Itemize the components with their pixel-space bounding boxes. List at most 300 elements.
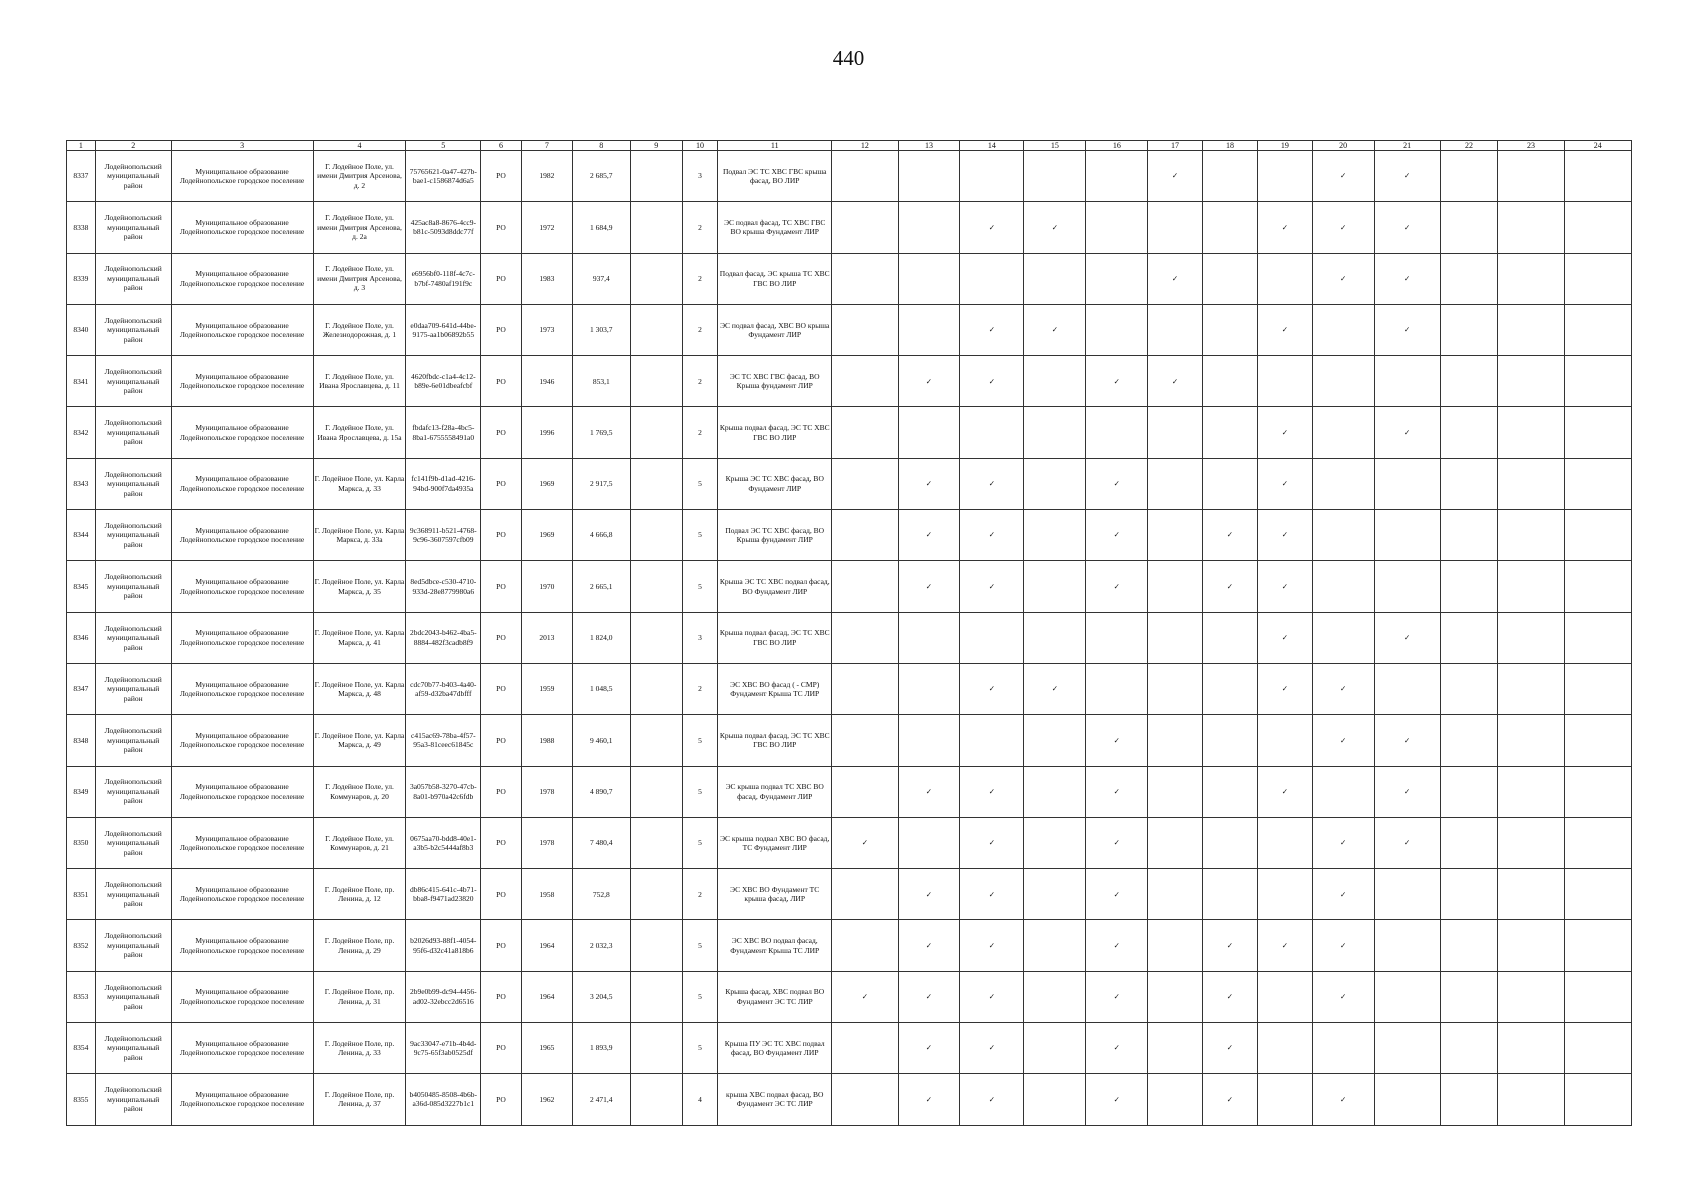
empty-cell [1564, 561, 1631, 612]
type-cell: РО [481, 510, 522, 561]
municipality-cell: Муниципальное образование Лодейнопольское городское поселение [171, 715, 313, 766]
page-number: 440 [832, 46, 865, 70]
address-cell: Г. Лодейное Поле, пр. Ленина, д. 29 [313, 920, 406, 971]
empty-cell [1258, 817, 1312, 868]
column-number-row [67, 141, 1632, 151]
area-cell: 2 665,1 [572, 561, 630, 612]
year-cell: 1959 [521, 663, 572, 714]
empty-cell [832, 202, 898, 253]
area-cell: 4 890,7 [572, 766, 630, 817]
check-mark-icon: ✓ [1086, 510, 1148, 561]
check-mark-icon: ✓ [1202, 1074, 1258, 1125]
year-cell: 1964 [521, 971, 572, 1022]
column-10-cell: 5 [682, 561, 717, 612]
empty-cell [1498, 356, 1564, 407]
column-10-cell: 3 [682, 612, 717, 663]
column-9-cell [630, 561, 682, 612]
check-mark-icon: ✓ [898, 766, 960, 817]
empty-cell [832, 510, 898, 561]
empty-cell [1148, 1074, 1202, 1125]
empty-cell [1024, 407, 1086, 458]
district-cell: Лодейнопольский муниципальный район [95, 253, 171, 304]
municipality-cell: Муниципальное образование Лодейнопольское городское поселение [171, 612, 313, 663]
check-mark-icon: ✓ [1312, 202, 1374, 253]
empty-cell [1312, 766, 1374, 817]
municipality-cell: Муниципальное образование Лодейнопольское городское поселение [171, 1074, 313, 1125]
district-cell: Лодейнопольский муниципальный район [95, 663, 171, 714]
empty-cell [1564, 253, 1631, 304]
district-cell: Лодейнопольский муниципальный район [95, 1023, 171, 1074]
empty-cell [1498, 766, 1564, 817]
area-cell: 1 769,5 [572, 407, 630, 458]
table-row [67, 151, 1632, 202]
check-mark-icon: ✓ [898, 561, 960, 612]
row-number: 8346 [67, 612, 96, 663]
column-number-2: 2 [95, 141, 171, 151]
check-mark-icon: ✓ [1202, 920, 1258, 971]
column-number-19: 19 [1258, 141, 1312, 151]
empty-cell [1564, 510, 1631, 561]
municipality-cell: Муниципальное образование Лодейнопольское городское поселение [171, 356, 313, 407]
empty-cell [1148, 869, 1202, 920]
table-row [67, 561, 1632, 612]
check-mark-icon: ✓ [898, 1074, 960, 1125]
municipality-cell: Муниципальное образование Лодейнопольское городское поселение [171, 458, 313, 509]
municipality-cell: Муниципальное образование Лодейнопольское городское поселение [171, 920, 313, 971]
check-mark-icon: ✓ [1202, 1023, 1258, 1074]
empty-cell [1564, 715, 1631, 766]
empty-cell [1564, 766, 1631, 817]
empty-cell [1440, 817, 1498, 868]
empty-cell [1148, 407, 1202, 458]
empty-cell [898, 407, 960, 458]
empty-cell [1148, 817, 1202, 868]
empty-cell [1148, 510, 1202, 561]
empty-cell [1440, 510, 1498, 561]
type-cell: РО [481, 407, 522, 458]
check-mark-icon: ✓ [1202, 561, 1258, 612]
building-id-cell: db86c415-641c-4b71-bba8-f9471ad23820 [406, 869, 481, 920]
empty-cell [1258, 971, 1312, 1022]
empty-cell [960, 407, 1024, 458]
building-id-cell: fbdafc13-f28a-4bc5-8ba1-6755558491a0 [406, 407, 481, 458]
column-number-10: 10 [682, 141, 717, 151]
column-10-cell: 5 [682, 920, 717, 971]
empty-cell [1312, 356, 1374, 407]
column-number-24: 24 [1564, 141, 1631, 151]
empty-cell [1024, 715, 1086, 766]
works-cell: Подвал фасад, ЭС крыша ТС ХВС ГВС ВО ЛИР [718, 253, 832, 304]
table-row [67, 253, 1632, 304]
check-mark-icon: ✓ [1024, 663, 1086, 714]
empty-cell [1148, 715, 1202, 766]
table-row [67, 715, 1632, 766]
empty-cell [1374, 663, 1440, 714]
table-row [67, 663, 1632, 714]
address-cell: Г. Лодейное Поле, ул. Карла Маркса, д. 49 [313, 715, 406, 766]
address-cell: Г. Лодейное Поле, ул. Ивана Ярославцева, д. 11 [313, 356, 406, 407]
type-cell: РО [481, 253, 522, 304]
type-cell: РО [481, 1074, 522, 1125]
empty-cell [1024, 561, 1086, 612]
empty-cell [1202, 458, 1258, 509]
check-mark-icon: ✓ [1086, 1023, 1148, 1074]
check-mark-icon: ✓ [1374, 304, 1440, 355]
empty-cell [1148, 202, 1202, 253]
area-cell: 853,1 [572, 356, 630, 407]
empty-cell [1024, 356, 1086, 407]
district-cell: Лодейнопольский муниципальный район [95, 715, 171, 766]
column-10-cell: 5 [682, 510, 717, 561]
empty-cell [832, 766, 898, 817]
empty-cell [1440, 766, 1498, 817]
check-mark-icon: ✓ [1312, 920, 1374, 971]
empty-cell [832, 663, 898, 714]
empty-cell [1374, 1074, 1440, 1125]
works-cell: ЭС подвал фасад, ХВС ВО крыша Фундамент ЛИР [718, 304, 832, 355]
table-row [67, 971, 1632, 1022]
check-mark-icon: ✓ [1258, 561, 1312, 612]
area-cell: 1 684,9 [572, 202, 630, 253]
building-id-cell: 9c368911-b521-4768-9c96-3607597cfb09 [406, 510, 481, 561]
column-9-cell [630, 202, 682, 253]
empty-cell [1564, 151, 1631, 202]
address-cell: Г. Лодейное Поле, ул. Карла Маркса, д. 33 [313, 458, 406, 509]
empty-cell [1564, 458, 1631, 509]
area-cell: 3 204,5 [572, 971, 630, 1022]
row-number: 8351 [67, 869, 96, 920]
year-cell: 1965 [521, 1023, 572, 1074]
check-mark-icon: ✓ [1086, 920, 1148, 971]
empty-cell [1024, 920, 1086, 971]
check-mark-icon: ✓ [898, 458, 960, 509]
check-mark-icon: ✓ [1024, 202, 1086, 253]
empty-cell [1148, 663, 1202, 714]
empty-cell [1202, 869, 1258, 920]
empty-cell [1086, 612, 1148, 663]
column-10-cell: 3 [682, 151, 717, 202]
building-id-cell: 2bdc2043-b462-4ba5-8884-482f3cadb8f9 [406, 612, 481, 663]
building-id-cell: c415ac69-78ba-4f57-95a3-81ceec61845c [406, 715, 481, 766]
area-cell: 1 824,0 [572, 612, 630, 663]
column-9-cell [630, 356, 682, 407]
empty-cell [1498, 151, 1564, 202]
empty-cell [1440, 715, 1498, 766]
building-id-cell: e0daa709-641d-44be-9175-aa1b06892b55 [406, 304, 481, 355]
works-cell: Крыша ПУ ЭС ТС ХВС подвал фасад, ВО Фундамент ЛИР [718, 1023, 832, 1074]
empty-cell [960, 612, 1024, 663]
municipality-cell: Муниципальное образование Лодейнопольское городское поселение [171, 407, 313, 458]
area-cell: 752,8 [572, 869, 630, 920]
check-mark-icon: ✓ [1258, 920, 1312, 971]
check-mark-icon: ✓ [960, 869, 1024, 920]
check-mark-icon: ✓ [1312, 817, 1374, 868]
type-cell: РО [481, 304, 522, 355]
empty-cell [832, 1074, 898, 1125]
empty-cell [1312, 407, 1374, 458]
column-number-18: 18 [1202, 141, 1258, 151]
empty-cell [1258, 869, 1312, 920]
district-cell: Лодейнопольский муниципальный район [95, 510, 171, 561]
check-mark-icon: ✓ [1312, 971, 1374, 1022]
type-cell: РО [481, 1023, 522, 1074]
row-number: 8338 [67, 202, 96, 253]
empty-cell [1086, 253, 1148, 304]
row-number: 8354 [67, 1023, 96, 1074]
year-cell: 1946 [521, 356, 572, 407]
empty-cell [1564, 663, 1631, 714]
check-mark-icon: ✓ [960, 817, 1024, 868]
table-row [67, 407, 1632, 458]
check-mark-icon: ✓ [1374, 612, 1440, 663]
check-mark-icon: ✓ [1258, 766, 1312, 817]
column-number-4: 4 [313, 141, 406, 151]
row-number: 8343 [67, 458, 96, 509]
works-cell: Крыша подвал фасад, ЭС ТС ХВС ГВС ВО ЛИР [718, 407, 832, 458]
empty-cell [1312, 458, 1374, 509]
building-id-cell: b2026d93-88f1-4054-95f6-d32c41a818b6 [406, 920, 481, 971]
area-cell: 1 303,7 [572, 304, 630, 355]
empty-cell [832, 561, 898, 612]
area-cell: 2 917,5 [572, 458, 630, 509]
column-9-cell [630, 715, 682, 766]
works-cell: Подвал ЭС ТС ХВС ГВС крыша фасад, ВО ЛИР [718, 151, 832, 202]
check-mark-icon: ✓ [1374, 151, 1440, 202]
table-row [67, 766, 1632, 817]
empty-cell [898, 304, 960, 355]
works-cell: крыша ХВС подвал фасад, ВО Фундамент ЭС ТС ЛИР [718, 1074, 832, 1125]
column-10-cell: 5 [682, 1023, 717, 1074]
district-cell: Лодейнопольский муниципальный район [95, 612, 171, 663]
works-cell: Подвал ЭС ТС ХВС фасад, ВО Крыша фундамент ЛИР [718, 510, 832, 561]
column-10-cell: 2 [682, 869, 717, 920]
row-number: 8345 [67, 561, 96, 612]
building-id-cell: 8ed5dbce-c530-4710-933d-28e8779980a6 [406, 561, 481, 612]
column-10-cell: 4 [682, 1074, 717, 1125]
empty-cell [1440, 1023, 1498, 1074]
check-mark-icon: ✓ [1086, 817, 1148, 868]
area-cell: 4 666,8 [572, 510, 630, 561]
column-number-20: 20 [1312, 141, 1374, 151]
empty-cell [1148, 920, 1202, 971]
check-mark-icon: ✓ [1312, 151, 1374, 202]
empty-cell [1086, 202, 1148, 253]
empty-cell [1440, 407, 1498, 458]
column-number-9: 9 [630, 141, 682, 151]
type-cell: РО [481, 356, 522, 407]
row-number: 8340 [67, 304, 96, 355]
empty-cell [1374, 1023, 1440, 1074]
municipality-cell: Муниципальное образование Лодейнопольское городское поселение [171, 766, 313, 817]
check-mark-icon: ✓ [898, 1023, 960, 1074]
check-mark-icon: ✓ [898, 971, 960, 1022]
empty-cell [1564, 407, 1631, 458]
district-cell: Лодейнопольский муниципальный район [95, 1074, 171, 1125]
empty-cell [1312, 1023, 1374, 1074]
empty-cell [1498, 1023, 1564, 1074]
column-number-5: 5 [406, 141, 481, 151]
column-number-22: 22 [1440, 141, 1498, 151]
empty-cell [898, 202, 960, 253]
empty-cell [1564, 612, 1631, 663]
empty-cell [1024, 458, 1086, 509]
empty-cell [1564, 304, 1631, 355]
empty-cell [1498, 253, 1564, 304]
empty-cell [832, 612, 898, 663]
area-cell: 1 048,5 [572, 663, 630, 714]
column-9-cell [630, 253, 682, 304]
type-cell: РО [481, 715, 522, 766]
empty-cell [960, 253, 1024, 304]
check-mark-icon: ✓ [1374, 202, 1440, 253]
district-cell: Лодейнопольский муниципальный район [95, 766, 171, 817]
type-cell: РО [481, 561, 522, 612]
empty-cell [1024, 612, 1086, 663]
area-cell: 7 480,4 [572, 817, 630, 868]
building-id-cell: 425ac8a8-8676-4cc9-b81c-5093d8ddc77f [406, 202, 481, 253]
check-mark-icon: ✓ [960, 766, 1024, 817]
empty-cell [1202, 407, 1258, 458]
check-mark-icon: ✓ [1374, 407, 1440, 458]
check-mark-icon: ✓ [898, 510, 960, 561]
area-cell: 937,4 [572, 253, 630, 304]
empty-cell [1564, 1074, 1631, 1125]
empty-cell [1024, 1074, 1086, 1125]
table-row [67, 920, 1632, 971]
table-row [67, 869, 1632, 920]
check-mark-icon: ✓ [832, 817, 898, 868]
column-10-cell: 5 [682, 817, 717, 868]
year-cell: 1964 [521, 920, 572, 971]
registry-table [66, 140, 1632, 1126]
check-mark-icon: ✓ [1202, 971, 1258, 1022]
check-mark-icon: ✓ [1258, 407, 1312, 458]
column-9-cell [630, 1074, 682, 1125]
empty-cell [832, 151, 898, 202]
address-cell: Г. Лодейное Поле, пр. Ленина, д. 33 [313, 1023, 406, 1074]
check-mark-icon: ✓ [1374, 766, 1440, 817]
empty-cell [1202, 817, 1258, 868]
table-row [67, 1074, 1632, 1125]
table-row [67, 458, 1632, 509]
year-cell: 1978 [521, 766, 572, 817]
works-cell: ЭС ХВС ВО подвал фасад, Фундамент Крыша ТС ЛИР [718, 920, 832, 971]
check-mark-icon: ✓ [1086, 766, 1148, 817]
building-id-cell: b4050485-8508-4b6b-a36d-085d3227b1c1 [406, 1074, 481, 1125]
district-cell: Лодейнопольский муниципальный район [95, 971, 171, 1022]
empty-cell [1440, 561, 1498, 612]
column-10-cell: 2 [682, 356, 717, 407]
empty-cell [1024, 151, 1086, 202]
column-number-16: 16 [1086, 141, 1148, 151]
empty-cell [1440, 253, 1498, 304]
column-number-17: 17 [1148, 141, 1202, 151]
empty-cell [1258, 1023, 1312, 1074]
empty-cell [1086, 407, 1148, 458]
check-mark-icon: ✓ [960, 458, 1024, 509]
check-mark-icon: ✓ [898, 869, 960, 920]
year-cell: 1972 [521, 202, 572, 253]
empty-cell [1024, 869, 1086, 920]
empty-cell [1440, 971, 1498, 1022]
address-cell: Г. Лодейное Поле, ул. Карла Маркса, д. 35 [313, 561, 406, 612]
column-number-8: 8 [572, 141, 630, 151]
check-mark-icon: ✓ [1258, 663, 1312, 714]
type-cell: РО [481, 663, 522, 714]
empty-cell [1148, 561, 1202, 612]
works-cell: Крыша подвал фасад, ЭС ТС ХВС ГВС ВО ЛИР [718, 612, 832, 663]
area-cell: 2 032,3 [572, 920, 630, 971]
empty-cell [832, 1023, 898, 1074]
empty-cell [1258, 356, 1312, 407]
row-number: 8337 [67, 151, 96, 202]
empty-cell [1498, 612, 1564, 663]
building-id-cell: fc141f9b-d1ad-4216-94bd-900f7da4935a [406, 458, 481, 509]
empty-cell [1024, 253, 1086, 304]
address-cell: Г. Лодейное Поле, ул. Коммунаров, д. 21 [313, 817, 406, 868]
year-cell: 1982 [521, 151, 572, 202]
works-cell: Крыша ЭС ТС ХВС фасад, ВО Фундамент ЛИР [718, 458, 832, 509]
address-cell: Г. Лодейное Поле, пр. Ленина, д. 12 [313, 869, 406, 920]
empty-cell [832, 304, 898, 355]
empty-cell [1440, 612, 1498, 663]
column-9-cell [630, 407, 682, 458]
empty-cell [1498, 663, 1564, 714]
empty-cell [1024, 971, 1086, 1022]
check-mark-icon: ✓ [1258, 458, 1312, 509]
column-9-cell [630, 920, 682, 971]
table-row [67, 612, 1632, 663]
empty-cell [1440, 920, 1498, 971]
row-number: 8348 [67, 715, 96, 766]
check-mark-icon: ✓ [1374, 715, 1440, 766]
empty-cell [1564, 920, 1631, 971]
check-mark-icon: ✓ [898, 356, 960, 407]
check-mark-icon: ✓ [1202, 510, 1258, 561]
address-cell: Г. Лодейное Поле, пр. Ленина, д. 37 [313, 1074, 406, 1125]
empty-cell [832, 253, 898, 304]
type-cell: РО [481, 612, 522, 663]
type-cell: РО [481, 971, 522, 1022]
check-mark-icon: ✓ [1258, 202, 1312, 253]
empty-cell [1202, 202, 1258, 253]
district-cell: Лодейнопольский муниципальный район [95, 356, 171, 407]
column-number-14: 14 [960, 141, 1024, 151]
area-cell: 1 893,9 [572, 1023, 630, 1074]
table-row [67, 356, 1632, 407]
empty-cell [1374, 356, 1440, 407]
district-cell: Лодейнопольский муниципальный район [95, 869, 171, 920]
empty-cell [1498, 304, 1564, 355]
table-row [67, 510, 1632, 561]
year-cell: 1988 [521, 715, 572, 766]
district-cell: Лодейнопольский муниципальный район [95, 407, 171, 458]
empty-cell [1312, 612, 1374, 663]
type-cell: РО [481, 869, 522, 920]
empty-cell [1202, 151, 1258, 202]
district-cell: Лодейнопольский муниципальный район [95, 561, 171, 612]
column-9-cell [630, 304, 682, 355]
check-mark-icon: ✓ [960, 356, 1024, 407]
table-row [67, 1023, 1632, 1074]
column-number-23: 23 [1498, 141, 1564, 151]
municipality-cell: Муниципальное образование Лодейнопольское городское поселение [171, 253, 313, 304]
check-mark-icon: ✓ [960, 1074, 1024, 1125]
column-9-cell [630, 971, 682, 1022]
check-mark-icon: ✓ [960, 920, 1024, 971]
address-cell: Г. Лодейное Поле, ул. Карла Маркса, д. 41 [313, 612, 406, 663]
municipality-cell: Муниципальное образование Лодейнопольское городское поселение [171, 971, 313, 1022]
